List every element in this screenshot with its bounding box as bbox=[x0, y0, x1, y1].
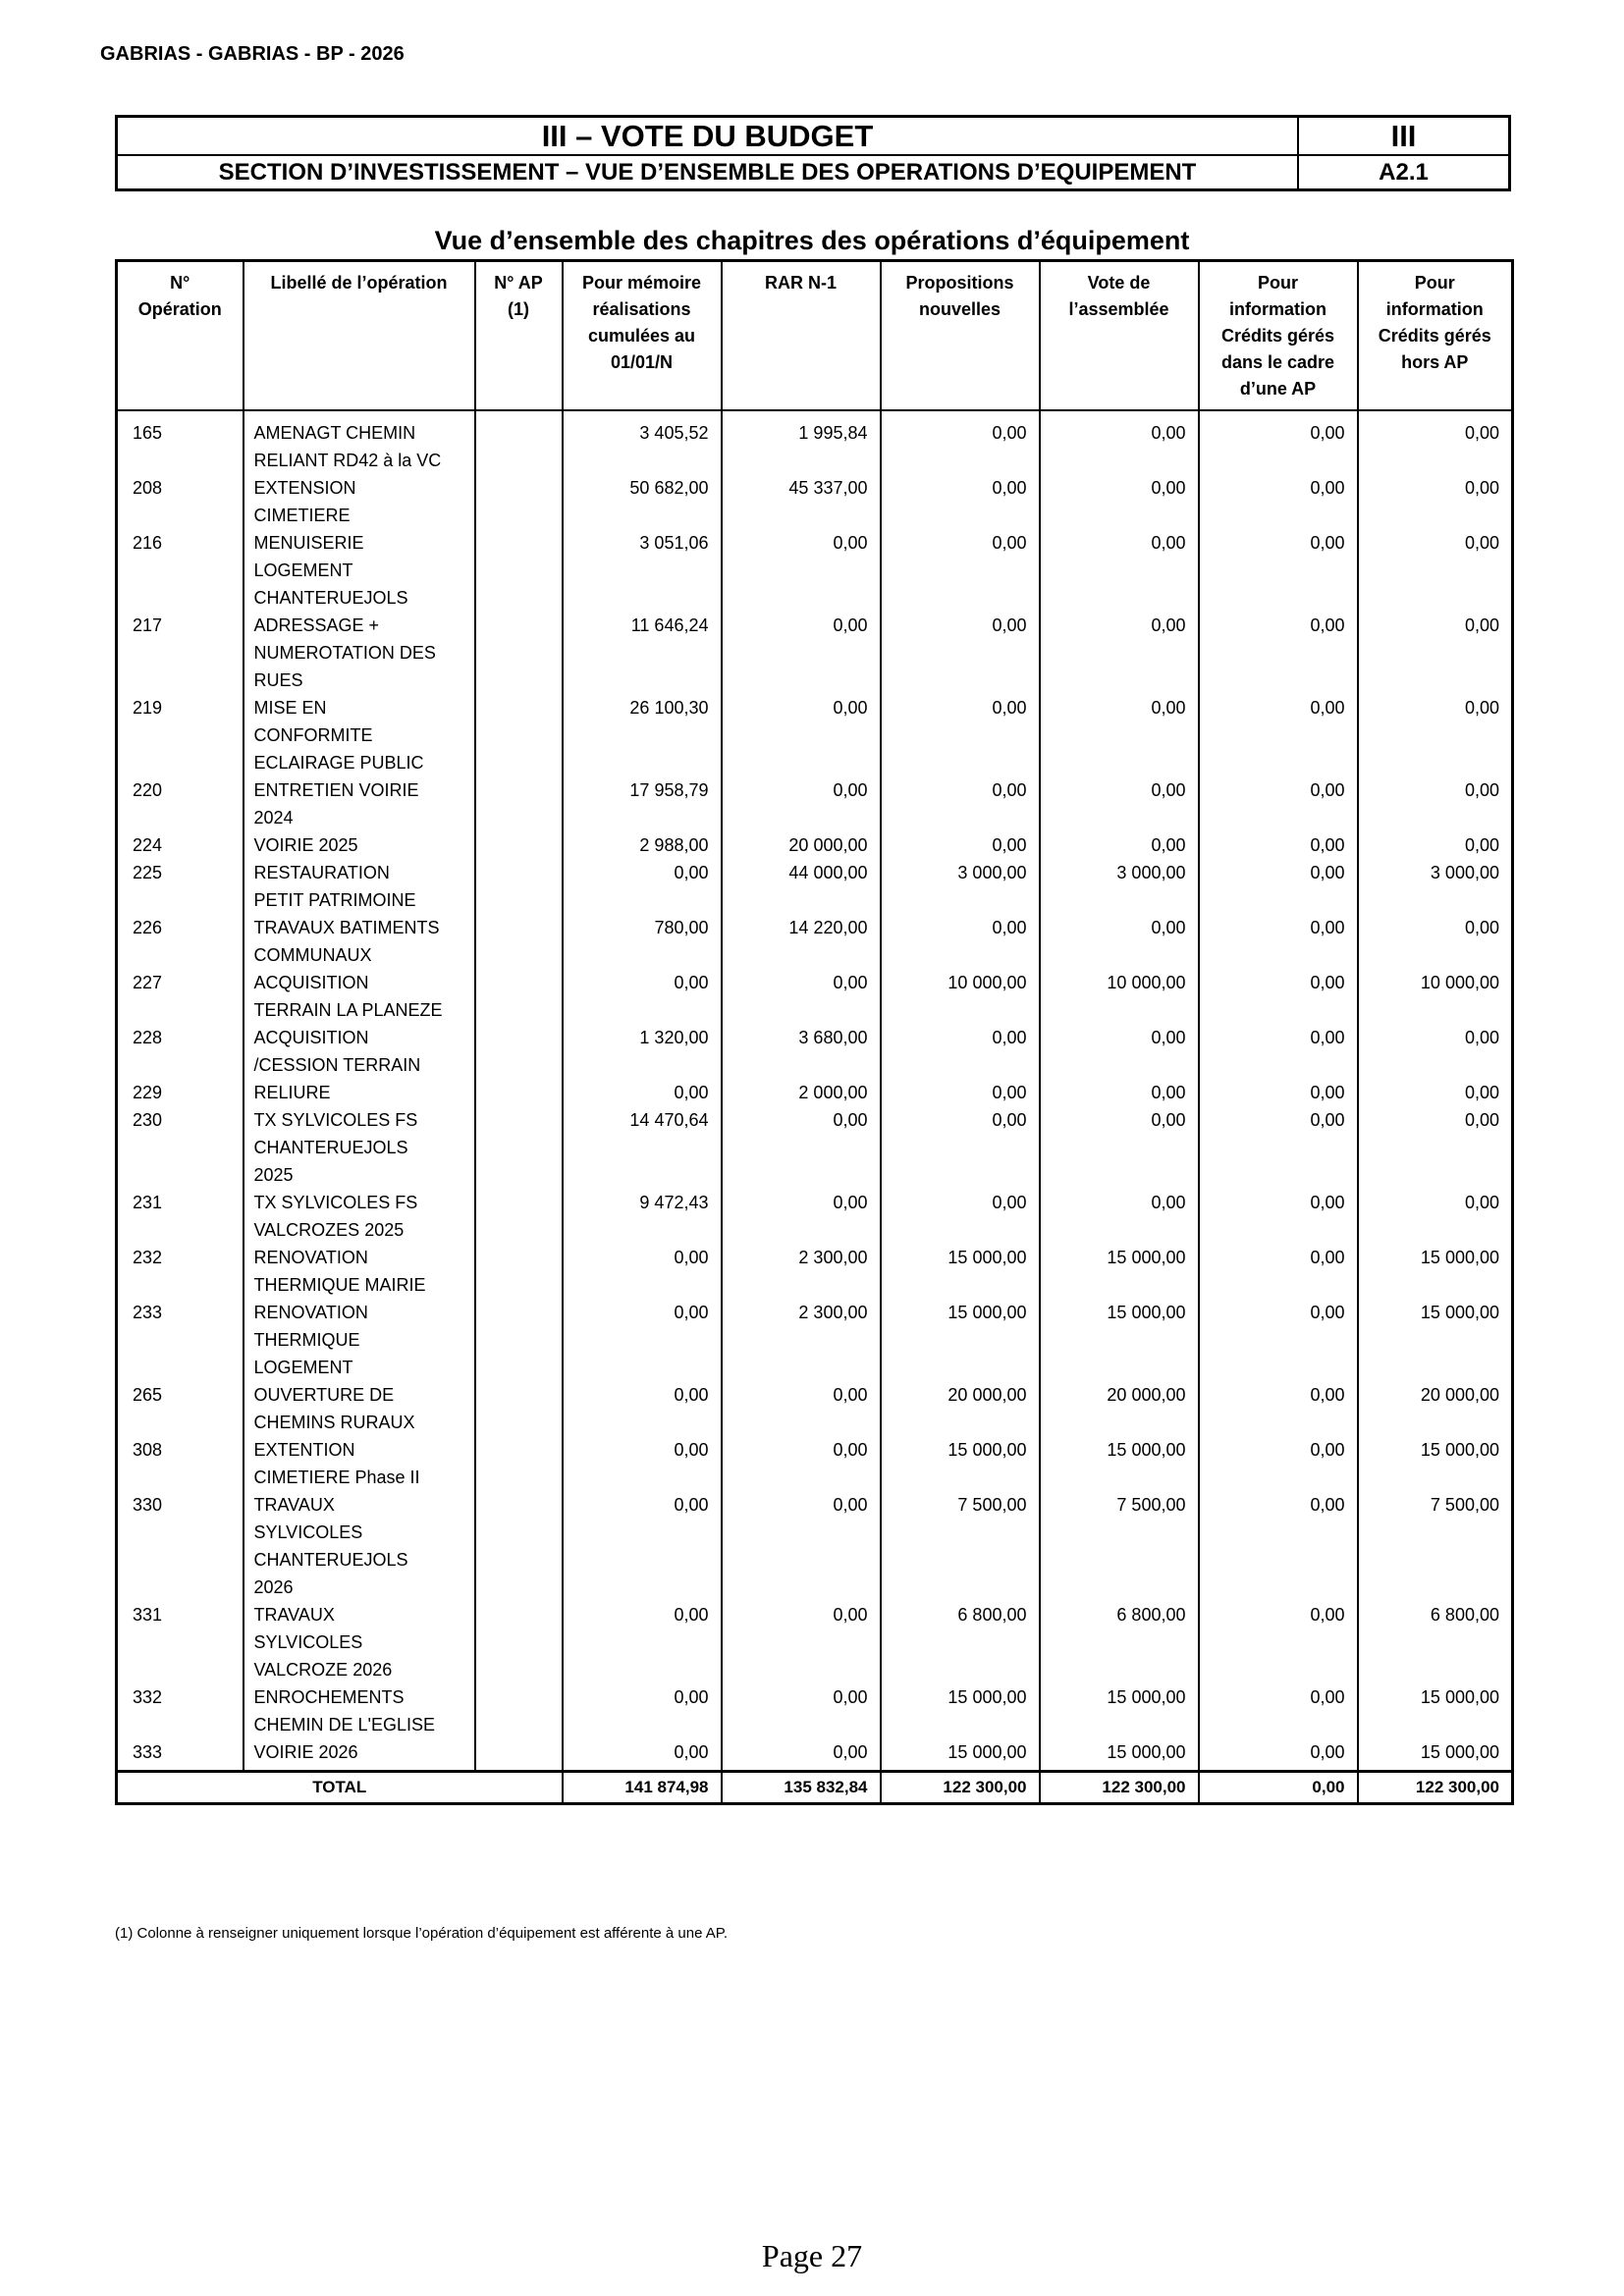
rar-value: 2 300,00 bbox=[722, 1244, 881, 1299]
credits-hors-ap-value: 15 000,00 bbox=[1358, 1299, 1513, 1381]
page-number: Page 27 bbox=[761, 2238, 863, 2273]
rar-value: 2 300,00 bbox=[722, 1299, 881, 1381]
operation-number: 232 bbox=[117, 1244, 244, 1299]
propositions-value: 15 000,00 bbox=[881, 1299, 1040, 1381]
operation-number: 227 bbox=[117, 969, 244, 1024]
credits-hors-ap-value: 0,00 bbox=[1358, 1189, 1513, 1244]
rar-value: 2 000,00 bbox=[722, 1079, 881, 1106]
operation-number: 225 bbox=[117, 859, 244, 914]
table-row bbox=[117, 1491, 1513, 1601]
credits-in-ap-value: 0,00 bbox=[1199, 1106, 1358, 1189]
memo-value: 14 470,64 bbox=[563, 1106, 722, 1189]
ap-number bbox=[475, 831, 563, 859]
credits-in-ap-value: 0,00 bbox=[1199, 1024, 1358, 1079]
propositions-value: 0,00 bbox=[881, 1106, 1040, 1189]
table-row bbox=[117, 1601, 1513, 1683]
operation-label: VOIRIE 2025 bbox=[244, 831, 475, 859]
col-rar-header: RAR N-1 bbox=[722, 261, 881, 411]
credits-in-ap-value: 0,00 bbox=[1199, 410, 1358, 474]
vote-value: 0,00 bbox=[1040, 694, 1199, 776]
rar-value: 0,00 bbox=[722, 1683, 881, 1738]
ap-number bbox=[475, 1683, 563, 1738]
rar-value: 0,00 bbox=[722, 1601, 881, 1683]
credits-hors-ap-value: 7 500,00 bbox=[1358, 1491, 1513, 1601]
vote-value: 10 000,00 bbox=[1040, 969, 1199, 1024]
credits-in-ap-value: 0,00 bbox=[1199, 914, 1358, 969]
credits-in-ap-value: 0,00 bbox=[1199, 474, 1358, 529]
propositions-value: 0,00 bbox=[881, 529, 1040, 612]
memo-value: 9 472,43 bbox=[563, 1189, 722, 1244]
operation-number: 333 bbox=[117, 1738, 244, 1772]
table-subtitle: Vue d’ensemble des chapitres des opérations d’équipement bbox=[434, 226, 1190, 255]
operation-number: 308 bbox=[117, 1436, 244, 1491]
credits-in-ap-value: 0,00 bbox=[1199, 1381, 1358, 1436]
table-body bbox=[117, 410, 1513, 1804]
propositions-value: 15 000,00 bbox=[881, 1436, 1040, 1491]
total-memo-value: 141 874,98 bbox=[563, 1772, 722, 1804]
rar-value: 45 337,00 bbox=[722, 474, 881, 529]
ap-number bbox=[475, 474, 563, 529]
vote-value: 20 000,00 bbox=[1040, 1381, 1199, 1436]
ap-number bbox=[475, 1436, 563, 1491]
credits-hors-ap-value: 0,00 bbox=[1358, 831, 1513, 859]
table-row bbox=[117, 612, 1513, 694]
propositions-value: 0,00 bbox=[881, 612, 1040, 694]
ap-number bbox=[475, 1601, 563, 1683]
credits-hors-ap-value: 15 000,00 bbox=[1358, 1738, 1513, 1772]
operation-number: 224 bbox=[117, 831, 244, 859]
table-row bbox=[117, 1436, 1513, 1491]
rar-value: 0,00 bbox=[722, 969, 881, 1024]
vote-value: 15 000,00 bbox=[1040, 1683, 1199, 1738]
credits-in-ap-value: 0,00 bbox=[1199, 529, 1358, 612]
propositions-value: 0,00 bbox=[881, 776, 1040, 831]
operation-label: AMENAGT CHEMIN RELIANT RD42 à la VC bbox=[244, 410, 475, 474]
credits-hors-ap-value: 0,00 bbox=[1358, 694, 1513, 776]
col-credits-in-ap-header: Pour information Crédits gérés dans le cadre d’une AP bbox=[1199, 261, 1358, 411]
operation-number: 219 bbox=[117, 694, 244, 776]
credits-hors-ap-value: 0,00 bbox=[1358, 410, 1513, 474]
credits-hors-ap-value: 0,00 bbox=[1358, 474, 1513, 529]
credits-in-ap-value: 0,00 bbox=[1199, 969, 1358, 1024]
credits-in-ap-value: 0,00 bbox=[1199, 1601, 1358, 1683]
credits-in-ap-value: 0,00 bbox=[1199, 776, 1358, 831]
col-operation-number-header: N° Opération bbox=[117, 261, 244, 411]
memo-value: 0,00 bbox=[563, 1244, 722, 1299]
operation-label: MENUISERIE LOGEMENT CHANTERUEJOLS bbox=[244, 529, 475, 612]
vote-value: 0,00 bbox=[1040, 612, 1199, 694]
operation-number: 230 bbox=[117, 1106, 244, 1189]
vote-value: 6 800,00 bbox=[1040, 1601, 1199, 1683]
operation-label: TRAVAUX SYLVICOLES CHANTERUEJOLS 2026 bbox=[244, 1491, 475, 1601]
ap-number bbox=[475, 410, 563, 474]
vote-value: 15 000,00 bbox=[1040, 1244, 1199, 1299]
operations-table bbox=[115, 259, 1514, 1805]
rar-value: 0,00 bbox=[722, 776, 881, 831]
ap-number bbox=[475, 612, 563, 694]
credits-hors-ap-value: 0,00 bbox=[1358, 914, 1513, 969]
operation-label: TX SYLVICOLES FS VALCROZES 2025 bbox=[244, 1189, 475, 1244]
table-row bbox=[117, 1189, 1513, 1244]
propositions-value: 0,00 bbox=[881, 831, 1040, 859]
propositions-value: 15 000,00 bbox=[881, 1244, 1040, 1299]
operation-number: 233 bbox=[117, 1299, 244, 1381]
operation-number: 265 bbox=[117, 1381, 244, 1436]
memo-value: 17 958,79 bbox=[563, 776, 722, 831]
credits-in-ap-value: 0,00 bbox=[1199, 1079, 1358, 1106]
ap-number bbox=[475, 694, 563, 776]
operation-number: 226 bbox=[117, 914, 244, 969]
total-vote-value: 122 300,00 bbox=[1040, 1772, 1199, 1804]
propositions-value: 6 800,00 bbox=[881, 1601, 1040, 1683]
credits-hors-ap-value: 15 000,00 bbox=[1358, 1244, 1513, 1299]
section-ref: A2.1 bbox=[1298, 155, 1510, 190]
memo-value: 0,00 bbox=[563, 1601, 722, 1683]
vote-value: 15 000,00 bbox=[1040, 1299, 1199, 1381]
memo-value: 0,00 bbox=[563, 1491, 722, 1601]
table-row bbox=[117, 1244, 1513, 1299]
table-row bbox=[117, 776, 1513, 831]
total-row bbox=[117, 1772, 1513, 1804]
operation-number: 332 bbox=[117, 1683, 244, 1738]
ap-number bbox=[475, 859, 563, 914]
vote-value: 15 000,00 bbox=[1040, 1738, 1199, 1772]
vote-value: 0,00 bbox=[1040, 529, 1199, 612]
vote-value: 0,00 bbox=[1040, 410, 1199, 474]
table-row bbox=[117, 529, 1513, 612]
memo-value: 2 988,00 bbox=[563, 831, 722, 859]
table-row bbox=[117, 1079, 1513, 1106]
section-title: SECTION D’INVESTISSEMENT – VUE D’ENSEMBLE DES OPERATIONS D’EQUIPEMENT bbox=[117, 155, 1299, 190]
ap-number bbox=[475, 1299, 563, 1381]
table-header-row bbox=[117, 261, 1513, 411]
propositions-value: 0,00 bbox=[881, 1079, 1040, 1106]
table-row bbox=[117, 1683, 1513, 1738]
memo-value: 0,00 bbox=[563, 1299, 722, 1381]
table-row bbox=[117, 859, 1513, 914]
credits-hors-ap-value: 0,00 bbox=[1358, 1024, 1513, 1079]
credits-in-ap-value: 0,00 bbox=[1199, 831, 1358, 859]
memo-value: 50 682,00 bbox=[563, 474, 722, 529]
memo-value: 0,00 bbox=[563, 1683, 722, 1738]
operation-label: EXTENSION CIMETIERE bbox=[244, 474, 475, 529]
table-row bbox=[117, 474, 1513, 529]
operation-label: MISE EN CONFORMITE ECLAIRAGE PUBLIC bbox=[244, 694, 475, 776]
credits-in-ap-value: 0,00 bbox=[1199, 859, 1358, 914]
operation-number: 330 bbox=[117, 1491, 244, 1601]
propositions-value: 7 500,00 bbox=[881, 1491, 1040, 1601]
propositions-value: 10 000,00 bbox=[881, 969, 1040, 1024]
col-vote-header: Vote de l’assemblée bbox=[1040, 261, 1199, 411]
operation-number: 220 bbox=[117, 776, 244, 831]
operation-label: ACQUISITION /CESSION TERRAIN bbox=[244, 1024, 475, 1079]
table-row bbox=[117, 831, 1513, 859]
vote-value: 0,00 bbox=[1040, 1024, 1199, 1079]
memo-value: 0,00 bbox=[563, 1436, 722, 1491]
ap-number bbox=[475, 1189, 563, 1244]
rar-value: 0,00 bbox=[722, 1738, 881, 1772]
memo-value: 0,00 bbox=[563, 859, 722, 914]
credits-in-ap-value: 0,00 bbox=[1199, 1683, 1358, 1738]
credits-in-ap-value: 0,00 bbox=[1199, 694, 1358, 776]
operation-label: ENROCHEMENTS CHEMIN DE L'EGLISE bbox=[244, 1683, 475, 1738]
document-header: GABRIAS - GABRIAS - BP - 2026 bbox=[100, 43, 405, 65]
operation-number: 331 bbox=[117, 1601, 244, 1683]
operation-label: ENTRETIEN VOIRIE 2024 bbox=[244, 776, 475, 831]
total-label: TOTAL bbox=[117, 1772, 563, 1804]
credits-hors-ap-value: 0,00 bbox=[1358, 776, 1513, 831]
operation-number: 231 bbox=[117, 1189, 244, 1244]
rar-value: 0,00 bbox=[722, 1189, 881, 1244]
operation-number: 228 bbox=[117, 1024, 244, 1079]
operation-label: VOIRIE 2026 bbox=[244, 1738, 475, 1772]
propositions-value: 15 000,00 bbox=[881, 1738, 1040, 1772]
operation-number: 217 bbox=[117, 612, 244, 694]
vote-value: 0,00 bbox=[1040, 1189, 1199, 1244]
total-hors-ap-value: 122 300,00 bbox=[1358, 1772, 1513, 1804]
vote-value: 7 500,00 bbox=[1040, 1491, 1199, 1601]
rar-value: 0,00 bbox=[722, 1491, 881, 1601]
total-prop-value: 122 300,00 bbox=[881, 1772, 1040, 1804]
vote-value: 0,00 bbox=[1040, 831, 1199, 859]
ap-number bbox=[475, 914, 563, 969]
rar-value: 0,00 bbox=[722, 694, 881, 776]
col-ap-number-header: N° AP (1) bbox=[475, 261, 563, 411]
rar-value: 0,00 bbox=[722, 1381, 881, 1436]
col-label-header: Libellé de l’opération bbox=[244, 261, 475, 411]
rar-value: 20 000,00 bbox=[722, 831, 881, 859]
table-row bbox=[117, 410, 1513, 474]
rar-value: 0,00 bbox=[722, 529, 881, 612]
rar-value: 3 680,00 bbox=[722, 1024, 881, 1079]
vote-value: 0,00 bbox=[1040, 1106, 1199, 1189]
rar-value: 1 995,84 bbox=[722, 410, 881, 474]
memo-value: 3 051,06 bbox=[563, 529, 722, 612]
operation-label: ACQUISITION TERRAIN LA PLANEZE bbox=[244, 969, 475, 1024]
operation-number: 229 bbox=[117, 1079, 244, 1106]
credits-hors-ap-value: 10 000,00 bbox=[1358, 969, 1513, 1024]
ap-number bbox=[475, 1491, 563, 1601]
vote-value: 0,00 bbox=[1040, 474, 1199, 529]
propositions-value: 0,00 bbox=[881, 410, 1040, 474]
table-row bbox=[117, 1381, 1513, 1436]
operation-label: TRAVAUX BATIMENTS COMMUNAUX bbox=[244, 914, 475, 969]
rar-value: 0,00 bbox=[722, 1106, 881, 1189]
memo-value: 0,00 bbox=[563, 1079, 722, 1106]
col-memo-realisations-header: Pour mémoire réalisations cumulées au 01/01/N bbox=[563, 261, 722, 411]
propositions-value: 0,00 bbox=[881, 1024, 1040, 1079]
operation-number: 216 bbox=[117, 529, 244, 612]
operation-label: EXTENTION CIMETIERE Phase II bbox=[244, 1436, 475, 1491]
operation-number: 165 bbox=[117, 410, 244, 474]
operation-label: TX SYLVICOLES FS CHANTERUEJOLS 2025 bbox=[244, 1106, 475, 1189]
credits-hors-ap-value: 0,00 bbox=[1358, 1106, 1513, 1189]
table-row bbox=[117, 914, 1513, 969]
credits-in-ap-value: 0,00 bbox=[1199, 1189, 1358, 1244]
operation-label: RESTAURATION PETIT PATRIMOINE bbox=[244, 859, 475, 914]
table-row bbox=[117, 694, 1513, 776]
credits-hors-ap-value: 3 000,00 bbox=[1358, 859, 1513, 914]
ap-number bbox=[475, 1106, 563, 1189]
col-credits-hors-ap-header: Pour information Crédits gérés hors AP bbox=[1358, 261, 1513, 411]
memo-value: 0,00 bbox=[563, 969, 722, 1024]
operation-label: ADRESSAGE + NUMEROTATION DES RUES bbox=[244, 612, 475, 694]
rar-value: 44 000,00 bbox=[722, 859, 881, 914]
operation-label: OUVERTURE DE CHEMINS RURAUX bbox=[244, 1381, 475, 1436]
memo-value: 3 405,52 bbox=[563, 410, 722, 474]
col-propositions-header: Propositions nouvelles bbox=[881, 261, 1040, 411]
credits-in-ap-value: 0,00 bbox=[1199, 1244, 1358, 1299]
footnote: (1) Colonne à renseigner uniquement lorsque l’opération d’équipement est afférente à une AP. bbox=[115, 1925, 729, 1942]
propositions-value: 0,00 bbox=[881, 474, 1040, 529]
rar-value: 0,00 bbox=[722, 612, 881, 694]
ap-number bbox=[475, 529, 563, 612]
credits-hors-ap-value: 15 000,00 bbox=[1358, 1683, 1513, 1738]
propositions-value: 15 000,00 bbox=[881, 1683, 1040, 1738]
credits-in-ap-value: 0,00 bbox=[1199, 1738, 1358, 1772]
propositions-value: 0,00 bbox=[881, 914, 1040, 969]
ap-number bbox=[475, 969, 563, 1024]
table-row bbox=[117, 969, 1513, 1024]
credits-in-ap-value: 0,00 bbox=[1199, 612, 1358, 694]
operation-label: TRAVAUX SYLVICOLES VALCROZE 2026 bbox=[244, 1601, 475, 1683]
total-in-ap-value: 0,00 bbox=[1199, 1772, 1358, 1804]
ap-number bbox=[475, 1244, 563, 1299]
vote-value: 15 000,00 bbox=[1040, 1436, 1199, 1491]
credits-in-ap-value: 0,00 bbox=[1199, 1436, 1358, 1491]
ap-number bbox=[475, 1024, 563, 1079]
rar-value: 14 220,00 bbox=[722, 914, 881, 969]
memo-value: 780,00 bbox=[563, 914, 722, 969]
operation-number: 208 bbox=[117, 474, 244, 529]
table-row bbox=[117, 1024, 1513, 1079]
memo-value: 1 320,00 bbox=[563, 1024, 722, 1079]
page-title-ref: III bbox=[1298, 117, 1510, 156]
vote-value: 3 000,00 bbox=[1040, 859, 1199, 914]
ap-number bbox=[475, 776, 563, 831]
credits-hors-ap-value: 0,00 bbox=[1358, 529, 1513, 612]
table-row bbox=[117, 1106, 1513, 1189]
memo-value: 11 646,24 bbox=[563, 612, 722, 694]
ap-number bbox=[475, 1079, 563, 1106]
memo-value: 0,00 bbox=[563, 1381, 722, 1436]
propositions-value: 0,00 bbox=[881, 1189, 1040, 1244]
table-row bbox=[117, 1299, 1513, 1381]
propositions-value: 20 000,00 bbox=[881, 1381, 1040, 1436]
propositions-value: 0,00 bbox=[881, 694, 1040, 776]
title-box bbox=[115, 115, 1511, 191]
vote-value: 0,00 bbox=[1040, 776, 1199, 831]
credits-hors-ap-value: 0,00 bbox=[1358, 612, 1513, 694]
vote-value: 0,00 bbox=[1040, 914, 1199, 969]
propositions-value: 3 000,00 bbox=[881, 859, 1040, 914]
memo-value: 26 100,30 bbox=[563, 694, 722, 776]
total-rar-value: 135 832,84 bbox=[722, 1772, 881, 1804]
operation-label: RENOVATION THERMIQUE LOGEMENT bbox=[244, 1299, 475, 1381]
credits-hors-ap-value: 20 000,00 bbox=[1358, 1381, 1513, 1436]
ap-number bbox=[475, 1738, 563, 1772]
vote-value: 0,00 bbox=[1040, 1079, 1199, 1106]
credits-in-ap-value: 0,00 bbox=[1199, 1299, 1358, 1381]
table-row bbox=[117, 1738, 1513, 1772]
page-title: III – VOTE DU BUDGET bbox=[117, 117, 1299, 156]
rar-value: 0,00 bbox=[722, 1436, 881, 1491]
ap-number bbox=[475, 1381, 563, 1436]
credits-hors-ap-value: 6 800,00 bbox=[1358, 1601, 1513, 1683]
credits-hors-ap-value: 0,00 bbox=[1358, 1079, 1513, 1106]
memo-value: 0,00 bbox=[563, 1738, 722, 1772]
operation-label: RENOVATION THERMIQUE MAIRIE bbox=[244, 1244, 475, 1299]
operation-label: RELIURE bbox=[244, 1079, 475, 1106]
credits-in-ap-value: 0,00 bbox=[1199, 1491, 1358, 1601]
credits-hors-ap-value: 15 000,00 bbox=[1358, 1436, 1513, 1491]
